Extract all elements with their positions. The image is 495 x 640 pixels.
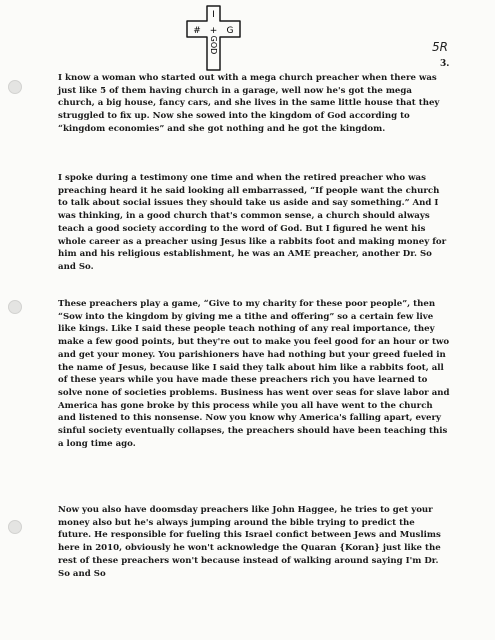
binder-hole-middle (8, 300, 22, 314)
cross-letter-center: + (209, 26, 218, 36)
paragraph-1: I know a woman who started out with a mega church preacher when there was just like 5 of them having church in a garage, well now he's got the mega church, a big house, fancy cars, and she lives in the same little house that they struggled to fix up. Now she sowed into the kingdom of God according to “kingdom economies” and she got nothing and he got the kingdom. (58, 73, 440, 134)
handwritten-page-note: 5R (432, 40, 448, 54)
cross-letter-left: # (193, 26, 201, 36)
cross-word-vertical: GOD (209, 35, 218, 55)
cross-letter-top: I (212, 10, 215, 20)
page-number: 3. (440, 59, 450, 69)
paragraph-2: I spoke during a testimony one time and when the retired preacher who was preaching heard it he said looking all embarrassed, “If people want the church to talk about social issues they should take us aside and say something.” And I was thinking, in a good church that's common sense, a church should always teach a good society according to the word of God. But I figured he went his whole career as a preacher using Jesus like a rabbits foot and making money for him and his religious establishment, he was an AME preacher, another Dr. So and So. (58, 173, 447, 272)
cross-letter-right: G (226, 26, 234, 36)
hand-drawn-cross (180, 3, 250, 73)
binder-hole-bottom (8, 520, 22, 534)
paragraph-4: Now you also have doomsday preachers like John Haggee, he tries to get your money also but he's always jumping around the bible trying to predict the future. He responsible for fueling this Israel confict between Jews and Muslims here in 2010, obviously he won't acknowledge the Quaran {Koran} just like the rest of these preachers won't because instead of walking around saying I'm Dr. So and So (58, 505, 441, 579)
binder-hole-top (8, 80, 22, 94)
paragraph-3: These preachers play a game, “Give to my charity for these poor people”, then “Sow into the kingdom by giving me a tithe and offering” so a certain few live like kings. Like I said these people teach nothing of any real importance, they make a few good points, but they're out to make you feel good for an hour or two and get your money. You parishioners have had nothing but your greed fueled in the name of Jesus, because like I said they talk about him like a rabbits foot, all of these years while you have made these preachers rich you have learned to solve none of societies problems. Business has went over seas for slave labor and America has gone broke by this process while you all have went to the church and listened to this nonsense. Now you know why America's falling apart, every sinful society eventually collapses, the preachers should have been teaching this a long time ago. (58, 299, 450, 449)
